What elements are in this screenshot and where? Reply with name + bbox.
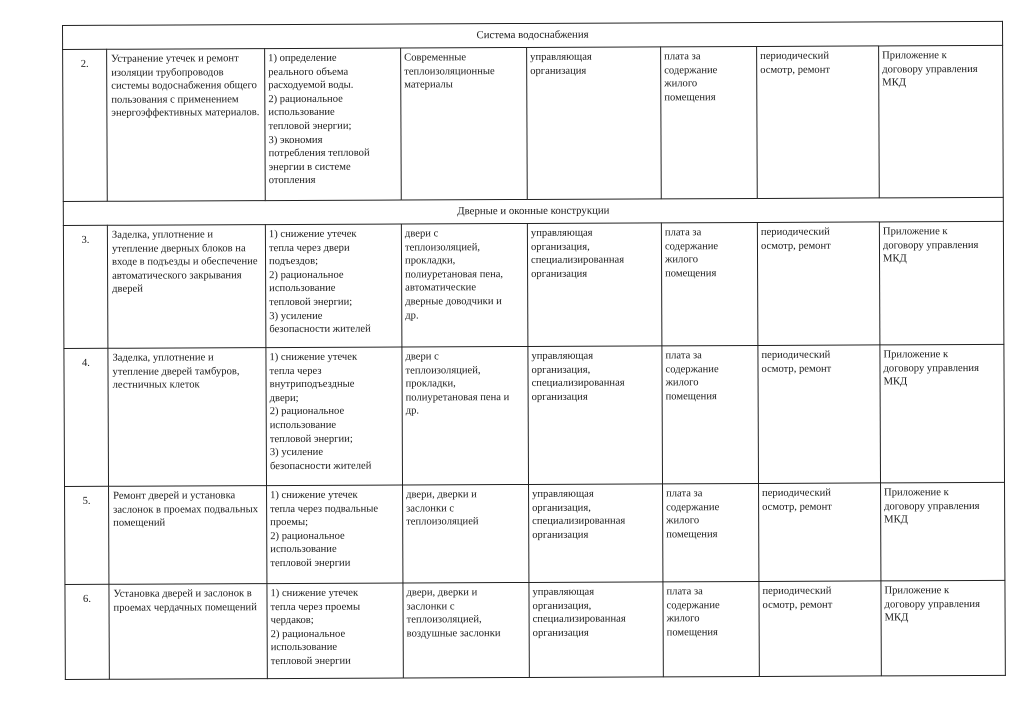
measure-cell: Ремонт дверей и установка заслонок в проемах подвальных помещений [109, 486, 267, 585]
executor-cell: управляющая организация, специализированная организация [529, 582, 663, 678]
funding-source-cell: плата за содержание жилого помещения [663, 581, 759, 676]
row-number: 4. [64, 348, 109, 486]
measure-cell: Установка дверей и заслонок в проемах чердачных помещений [109, 584, 267, 680]
document-cell: Приложение к договору управления МКД [881, 580, 1005, 676]
materials-cell: двери, дверки и заслонки с теплоизоляцией, воздушные заслонки [403, 582, 529, 678]
periodicity-cell: периодический осмотр, ремонт [757, 222, 880, 346]
table-row [65, 580, 1005, 679]
materials-cell: двери с теплоизоляцией, прокладки, полиуретановая пена и др. [402, 346, 529, 485]
funding-source-cell: плата за содержание жилого помещения [662, 345, 759, 483]
executor-cell: управляющая организация [527, 47, 662, 200]
periodicity-cell: периодический осмотр, ремонт [759, 483, 881, 582]
document-cell: Приложение к договору управления МКД [879, 221, 1004, 345]
materials-cell: двери с теплоизоляцией, прокладки, полиуретановая пена, автоматические дверные доводчики и др. [401, 223, 528, 347]
periodicity-cell: периодический осмотр, ремонт [757, 46, 880, 199]
periodicity-cell: периодический осмотр, ремонт [758, 345, 881, 484]
effect-cell: 1) снижение утечек тепла через внутриподъездные двери; 2) рациональное использование тепловой энергии; 3) усиление безопасности жителей [266, 347, 403, 486]
section-title: Дверные и оконные конструкции [63, 197, 1003, 225]
materials-cell: Современные теплоизоляционные материалы [401, 47, 528, 200]
executor-cell: управляющая организация, специализированная организация [528, 346, 663, 485]
document-cell: Приложение к договору управления МКД [880, 344, 1005, 483]
executor-cell: управляющая организация, специализированная организация [527, 223, 662, 347]
measure-cell: Заделка, уплотнение и утепление дверей тамбуров, лестничных клеток [108, 348, 267, 487]
row-number: 3. [63, 225, 108, 348]
funding-source-cell: плата за содержание жилого помещения [661, 222, 758, 345]
executor-cell: управляющая организация, специализированная организация [529, 484, 663, 583]
row-number: 6. [65, 584, 109, 679]
effect-cell: 1) снижение утечек тепла через проемы чердаков; 2) рациональное использование тепловой энергии [267, 583, 403, 679]
table-row [63, 45, 1004, 201]
effect-cell: 1) определение реального объема расходуемой воды. 2) рациональное использование тепловой энергии; 3) экономия потребления тепловой энергии в системе отопления [265, 48, 402, 201]
row-number: 2. [63, 49, 108, 201]
document-cell: Приложение к договору управления МКД [881, 482, 1005, 581]
measure-cell: Заделка, уплотнение и утепление дверных блоков на входе в подъезды и обеспечение автоматического закрывания дверей [107, 225, 266, 349]
table-row [65, 482, 1005, 584]
row-number: 5. [65, 486, 109, 584]
table-row [63, 221, 1004, 348]
energy-measures-table [62, 21, 1006, 680]
effect-cell: 1) снижение утечек тепла через подвальные проемы; 2) рациональное использование тепловой энергии [267, 485, 403, 584]
document-sheet [62, 21, 1005, 680]
table-row [64, 344, 1005, 486]
funding-source-cell: плата за содержание жилого помещения [663, 483, 759, 581]
section-title: Система водоснабжения [63, 21, 1003, 49]
document-cell: Приложение к договору управления МКД [879, 45, 1004, 198]
funding-source-cell: плата за содержание жилого помещения [661, 46, 758, 198]
measure-cell: Устранение утечек и ремонт изоляции трубопроводов системы водоснабжения общего пользования с применением энергоэффективных материалов. [107, 49, 266, 202]
periodicity-cell: периодический осмотр, ремонт [759, 581, 881, 677]
effect-cell: 1) снижение утечек тепла через двери подъездов; 2) рациональное использование тепловой энергии; 3) усиление безопасности жителей [265, 224, 402, 348]
materials-cell: двери, дверки и заслонки с теплоизоляцией [403, 484, 529, 583]
